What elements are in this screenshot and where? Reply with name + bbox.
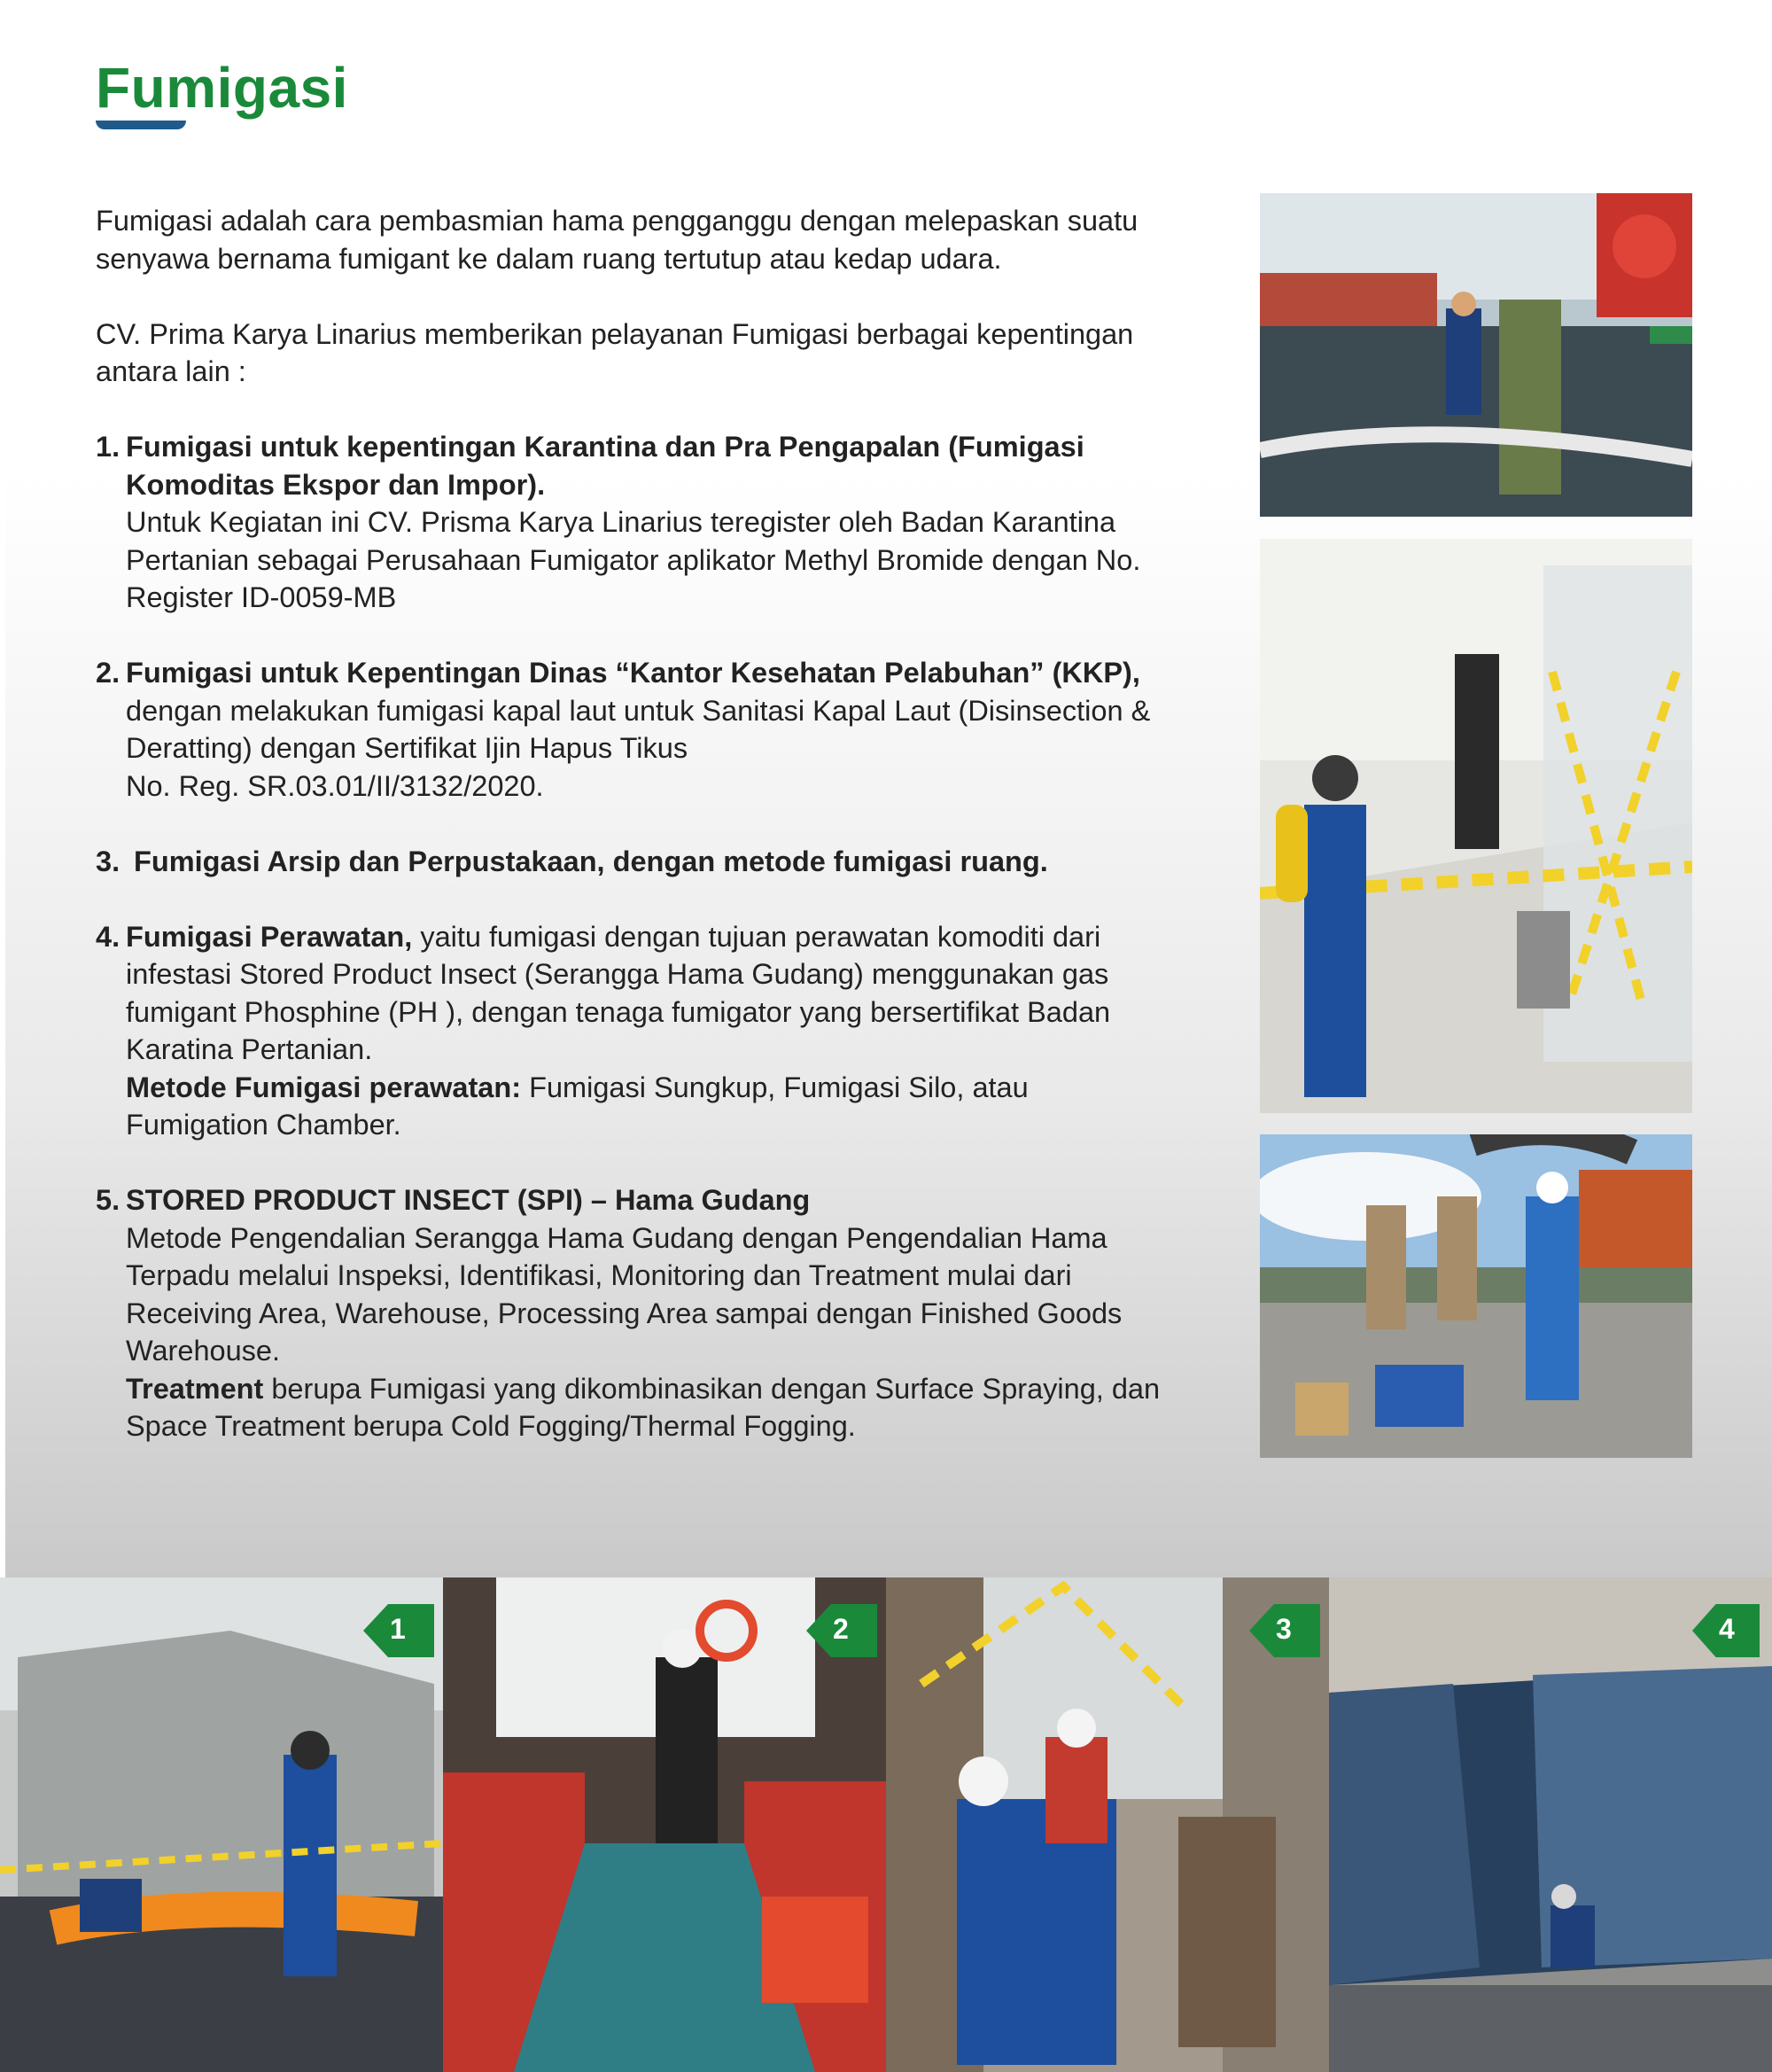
item-number: 5. bbox=[96, 1184, 120, 1216]
photo-number-badge bbox=[806, 1604, 877, 1657]
photo-number-badge bbox=[363, 1604, 434, 1657]
item-text: Untuk Kegiatan ini CV. Prisma Karya Linarius teregister oleh Badan Karantina Pertanian sebagai Perusahaan Fumigator aplikator Methyl Bromide dengan No. Register ID-0059-MB bbox=[126, 506, 1141, 613]
intro-paragraph-2: CV. Prima Karya Linarius memberikan pelayanan Fumigasi berbagai kepentingan antara lain : bbox=[96, 317, 1134, 387]
list-item-1 bbox=[96, 428, 1177, 617]
item-text-reg: No. Reg. SR.03.01/II/3132/2020. bbox=[126, 769, 544, 802]
treatment-label: Treatment bbox=[126, 1372, 264, 1405]
item-text: dengan melakukan fumigasi kapal laut untuk Sanitasi Kapal Laut (Disinsection & Deratting) dengan Sertifikat Ijin Hapus Tikus bbox=[126, 694, 1151, 764]
photo-number-badge bbox=[1692, 1604, 1760, 1657]
item-number: 2. bbox=[96, 657, 120, 689]
badge-number: 2 bbox=[833, 1613, 849, 1645]
main-content bbox=[96, 202, 1177, 1445]
item-text: yaitu fumigasi dengan tujuan perawatan komoditi dari infestasi Stored Product Insect (Serangga Hama Gudang) menggunakan gas fumigant Phosphine (PH ), dengan tenaga fumigator yang bersertifikat Badan Karatina Pertanian. bbox=[126, 920, 1111, 1065]
method-label: Metode Fumigasi perawatan: bbox=[126, 1071, 522, 1103]
page-title: Fumigasi bbox=[96, 56, 348, 120]
photo-number-badge bbox=[1249, 1604, 1320, 1657]
item-number: 4. bbox=[96, 920, 120, 953]
item-heading: STORED PRODUCT INSECT (SPI) – Hama Gudang bbox=[126, 1184, 811, 1216]
list-item-3 bbox=[96, 843, 1177, 881]
photo-corridor bbox=[1260, 539, 1692, 1113]
item-heading: Fumigasi Perawatan, bbox=[126, 920, 413, 953]
item-heading: Fumigasi Arsip dan Perpustakaan, dengan metode fumigasi ruang. bbox=[134, 845, 1048, 877]
item-number: 3. bbox=[96, 845, 120, 877]
item-heading: Fumigasi untuk Kepentingan Dinas “Kantor Kesehatan Pelabuhan” (KKP), bbox=[126, 657, 1140, 689]
item-heading: Fumigasi untuk kepentingan Karantina dan Pra Pengapalan (Fumigasi Komoditas Ekspor dan Impor). bbox=[126, 431, 1084, 501]
treatment-text: berupa Fumigasi yang dikombinasikan dengan Surface Spraying, dan Space Treatment berupa Cold Fogging/Thermal Fogging. bbox=[126, 1372, 1161, 1442]
badge-number: 1 bbox=[390, 1613, 406, 1645]
item-text: Metode Pengendalian Serangga Hama Gudang dengan Pengendalian Hama Terpadu melalui Inspeksi, Identifikasi, Monitoring dan Treatment mulai dari Receiving Area, Warehouse, Processing Area sampai dengan Finished Goods Warehouse. bbox=[126, 1221, 1123, 1367]
badge-number: 4 bbox=[1719, 1613, 1735, 1645]
list-item-5 bbox=[96, 1181, 1177, 1445]
badge-number: 3 bbox=[1276, 1613, 1292, 1645]
photo-ship-deck bbox=[1260, 193, 1692, 517]
intro-paragraph-1: Fumigasi adalah cara pembasmian hama pengganggu dengan melepaskan suatu senyawa bernama fumigant ke dalam ruang tertutup atau kedap udara. bbox=[96, 205, 1139, 275]
method-text: Fumigasi Sungkup, Fumigasi Silo, atau Fumigation Chamber. bbox=[126, 1071, 1029, 1141]
title-underline bbox=[96, 121, 186, 129]
list-item-4 bbox=[96, 918, 1177, 1144]
item-number: 1. bbox=[96, 431, 120, 463]
photo-port-inspection bbox=[1260, 1134, 1692, 1458]
list-item-2 bbox=[96, 654, 1177, 805]
